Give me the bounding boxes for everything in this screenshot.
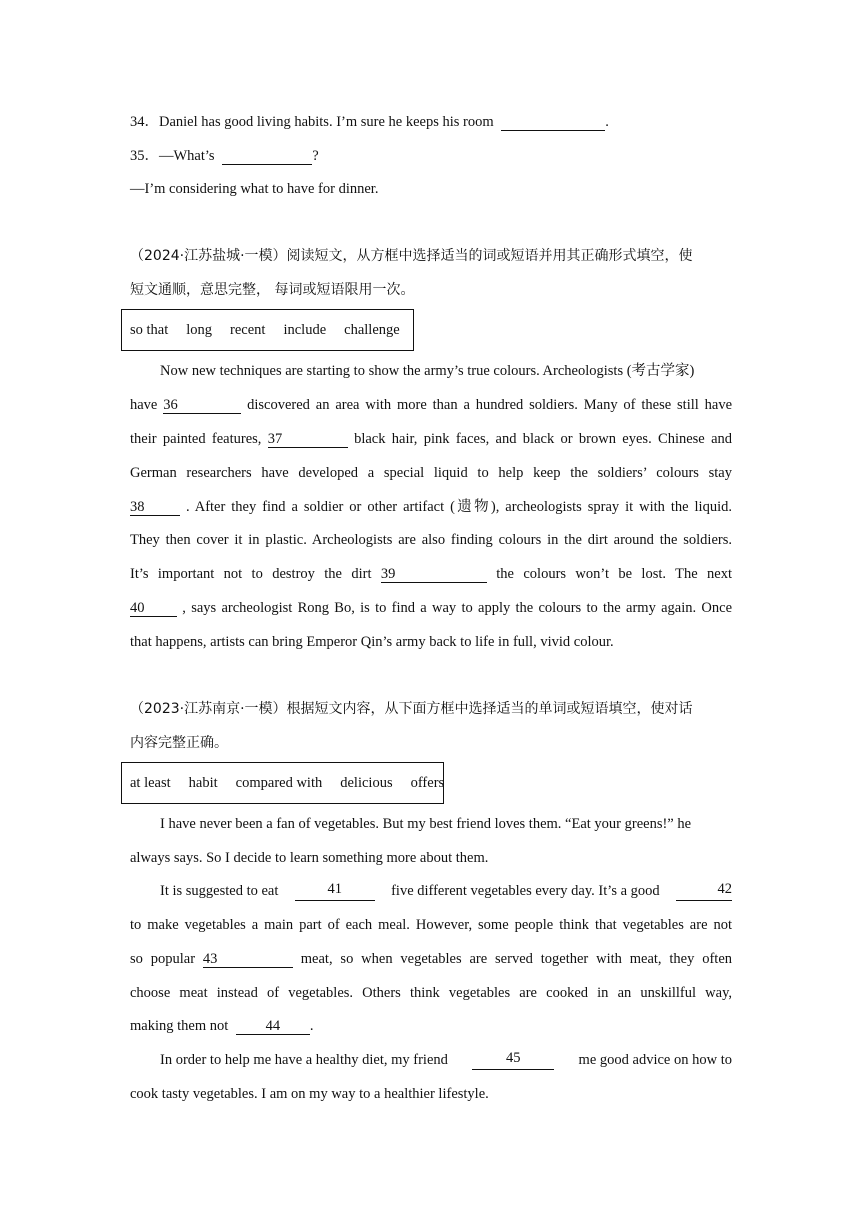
word-box-1 [121,309,414,351]
passage1-line7: It’s important not to destroy the dirt 39 the colours won’t be lost. The next [130,566,732,582]
question-34: 34．Daniel has good living habits. I’m sure he keeps his room . [130,114,609,130]
passage1-line6: They then cover it in plastic. Archeologists are also finding colours in the dirt around the soldiers. [130,532,732,548]
passage2-line2: always says. So I decide to learn something more about them. [130,850,489,866]
blank-45[interactable]: 45 [472,1050,554,1070]
blank-34[interactable] [501,114,605,131]
word-box-2 [121,762,444,804]
passage2-line8: In order to help me have a healthy diet, my friend 45 me good advice on how to [160,1050,732,1068]
word-option: offers [410,774,445,791]
word-option: challenge [344,321,400,338]
word-option: habit [188,774,218,791]
section2-instruction: （2023·江苏南京·一模）根据短文内容，从下面方框中选择适当的单词或短语填空，使对话 [130,701,693,717]
section1-instruction-cont: 短文通顺，意思完整， 每词或短语限用一次。 [130,282,415,298]
blank-40[interactable]: 40 [130,600,177,617]
word-option: compared with [235,774,323,791]
passage2-line6: choose meat instead of vegetables. Others think vegetables are cooked in an unskillful way, [130,985,732,1001]
blank-38[interactable]: 38 [130,499,180,516]
passage2-line5: so popular 43 meat, so when vegetables are served together with meat, they often [130,951,733,967]
passage2-line1: I have never been a fan of vegetables. But my best friend loves them. “Eat your greens!” he [160,816,692,832]
blank-37[interactable]: 37 [268,431,348,448]
passage1-line5: 38 . After they find a soldier or other artifact (遗物), archeologists spray it with the liquid. [130,499,732,515]
section1-instruction: （2024·江苏盐城·一模）阅读短文，从方框中选择适当的词或短语并用其正确形式填空，使 [130,248,693,264]
blank-35[interactable] [222,148,312,165]
passage1-line4: German researchers have developed a special liquid to help keep the soldiers’ colours stay [130,465,732,481]
blank-43[interactable]: 43 [203,951,293,968]
word-option: at least [130,774,171,791]
word-option: include [283,321,327,338]
blank-41[interactable]: 41 [295,881,375,901]
word-option: so that [130,321,169,338]
passage1-line8: 40 , says archeologist Rong Bo, is to find a way to apply the colours to the army again. Once [130,600,733,616]
question-35: 35．—What’s ? [130,148,319,164]
blank-36[interactable]: 36 [163,397,241,414]
passage2-line7: making them not 44 . [130,1018,314,1034]
blank-42[interactable]: 42 [676,881,732,901]
passage1-line1: Now new techniques are starting to show the army’s true colours. Archeologists (考古学家) [160,363,695,379]
blank-44[interactable]: 44 [236,1018,310,1035]
passage2-line3: It is suggested to eat 41 five different vegetables every day. It’s a good 42 [160,881,732,899]
question-35-answer: —I’m considering what to have for dinner. [130,181,379,197]
passage2-line9: cook tasty vegetables. I am on my way to a healthier lifestyle. [130,1086,489,1102]
blank-39[interactable]: 39 [381,566,487,583]
passage2-line4: to make vegetables a main part of each meal. However, some people think that vegetables are not [130,917,732,933]
word-option: recent [230,321,266,338]
passage1-line2: have 36 discovered an area with more than a hundred soldiers. Many of these still have [130,397,733,413]
section2-instruction-cont: 内容完整正确。 [130,735,228,751]
passage1-line9: that happens, artists can bring Emperor Qin’s army back to life in full, vivid colour. [130,634,614,650]
word-option: delicious [340,774,393,791]
passage1-line3: their painted features, 37 black hair, pink faces, and black or brown eyes. Chinese and [130,431,732,447]
word-option: long [186,321,213,338]
